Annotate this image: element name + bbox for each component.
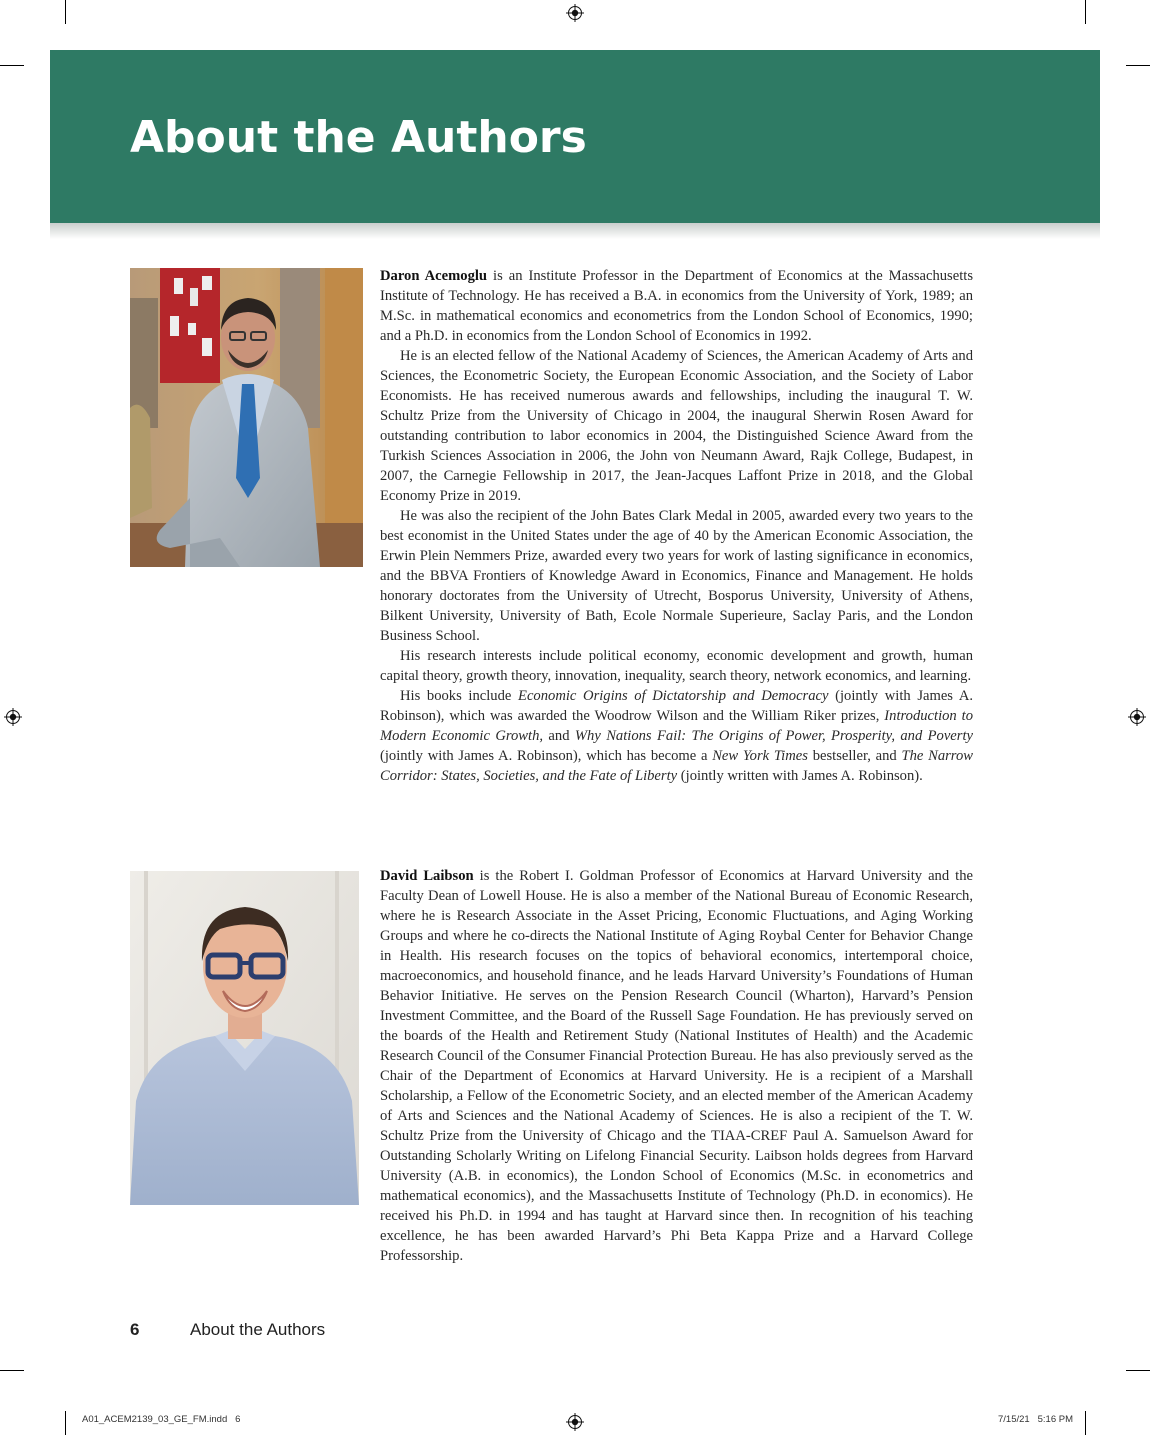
- bio-paragraph: He is an elected fellow of the National Academy of Sciences, the American Academy of Arts and Sciences, the Econometric Society, the European Economic Association, and the Society of Labor Economists. He has received numerous awards and fellowships, including the inaugural T. W. Schultz Prize from the University of Chicago in 2004, the inaugural Sherwin Rosen Award for outstanding contribution to labor economics in 2004, the Distinguished Science Award from the Turkish Sciences Association in 2006, the John von Neumann Award, Rajk College, Budapest, in 2007, the Carnegie Fellowship in 2017, the Jean-Jacques Laffont Prize in 2018, and the Global Economy Prize in 2019.: [380, 348, 973, 504]
- registration-mark-icon: [4, 708, 22, 726]
- crop-mark: [1085, 1411, 1086, 1435]
- author-name: Daron Acemoglu: [380, 268, 488, 284]
- book-title: Introduction to Modern Economic Growth,: [380, 708, 974, 744]
- author-photo-laibson: [130, 871, 359, 1205]
- slug-datetime: 7/15/21 5:16 PM: [998, 1414, 1073, 1425]
- slug-filename: A01_ACEM2139_03_GE_FM.indd 6: [82, 1414, 241, 1425]
- running-title: About the Authors: [190, 1320, 326, 1339]
- crop-mark: [65, 0, 66, 24]
- author-bio-laibson: [380, 866, 973, 1266]
- book-title: New York Times: [712, 748, 808, 764]
- bio-paragraph: He was also the recipient of the John Bates Clark Medal in 2005, awarded every two years to the best economist in the United States under the age of 40 by the American Economic Association, the Erwin Plein Nemmers Prize, awarded every two years for work of lasting significance in economics, and the BBVA Frontiers of Knowledge Award in Economics, Finance and Management. He holds honorary doctorates from the University of Utrecht, Bosporus University, University of Athens, Bilkent University, University of Bath, Ecole Normale Superieure, Saclay Paris, and the London Business School.: [380, 508, 973, 644]
- bio-paragraph: Daron Acemoglu is an Institute Professor in the Department of Economics at the Massachusetts Institute of Technology. He has received a B.A. in economics from the University of York, 1989; an M.Sc. in mathematical economics and econometrics from the London School of Economics, 1990; and a Ph.D. in economics from the London School of Economics in 1992.: [380, 268, 973, 344]
- crop-mark: [1085, 0, 1086, 24]
- crop-mark: [65, 1411, 66, 1435]
- registration-mark-icon: [566, 1413, 584, 1431]
- registration-mark-icon: [566, 4, 584, 22]
- author-bio-acemoglu: [380, 266, 973, 786]
- bio-paragraph-books: His books include Economic Origins of Dictatorship and Democracy (jointly with James A. Robinson), which was awarded the Woodrow Wilson and the William Riker prizes, Introduction to Modern Economic Growth, and Why Nations Fail: The Origins of Power, Prosperity, and Poverty (jointly with James A. Robinson), which has become a New York Times bestseller, and The Narrow Corridor: States, Societies, and the Fate of Liberty (jointly written with James A. Robinson).: [380, 688, 974, 784]
- crop-mark: [0, 65, 24, 66]
- page-number: 6: [130, 1320, 140, 1339]
- header-banner: [50, 50, 1100, 223]
- page-title: About the Authors: [130, 112, 587, 163]
- author-name: David Laibson: [380, 868, 474, 884]
- author-photo-acemoglu: [130, 268, 363, 567]
- banner-shadow: [50, 223, 1100, 239]
- book-title: The Narrow Corridor: States, Societies, and the Fate of Liberty: [380, 748, 973, 784]
- bio-paragraph: David Laibson is the Robert I. Goldman Professor of Economics at Harvard University and the Faculty Dean of Lowell House. He is also a member of the National Bureau of Economic Research, where he is Research Associate in the Asset Pricing, Economic Fluctuations, and Aging Working Groups and where he co-directs the National Institute of Aging Roybal Center for Behavior Change in Health. His research focuses on the topics of behavioral economics, intertemporal choice, macroeconomics, and household finance, and he leads Harvard University’s Foundations of Human Behavior Initiative. He serves on the Pension Research Council (Wharton), Harvard’s Pension Investment Committee, and the Board of the Russell Sage Foundation. He has previously served on the boards of the Health and Retirement Study (National Institutes of Health) and the Academic Research Council of the Consumer Financial Protection Bureau. He has also previously served as the Chair of the Department of Economics at Harvard University. He is a recipient of a Marshall Scholarship, a Fellow of the Econometric Society, and an elected member of the American Academy of Arts and Sciences and the National Academy of Sciences. He is also a recipient of the T. W. Schultz Prize from the University of Chicago and the TIAA-CREF Paul A. Samuelson Award for Outstanding Scholarly Writing on Lifelong Financial Security. Laibson holds degrees from Harvard University (A.B. in economics), the London School of Economics (M.Sc. in econometrics and mathematical economics), and the Massachusetts Institute of Technology (Ph.D. in economics). He received his Ph.D. in 1994 and has taught at Harvard since then. In recognition of his teaching excellence, he has been awarded Harvard’s Phi Beta Kappa Prize and a Harvard College Professorship.: [380, 868, 973, 1264]
- crop-mark: [1126, 1370, 1150, 1371]
- bio-paragraph: His research interests include political economy, economic development and growth, human capital theory, growth theory, innovation, inequality, search theory, network economics, and learning.: [380, 648, 973, 684]
- crop-mark: [0, 1370, 24, 1371]
- crop-mark: [1126, 65, 1150, 66]
- book-title: Economic Origins of Dictatorship and Democracy: [518, 688, 829, 704]
- registration-mark-icon: [1128, 708, 1146, 726]
- book-title: Why Nations Fail: The Origins of Power, Prosperity, and Poverty: [574, 728, 973, 744]
